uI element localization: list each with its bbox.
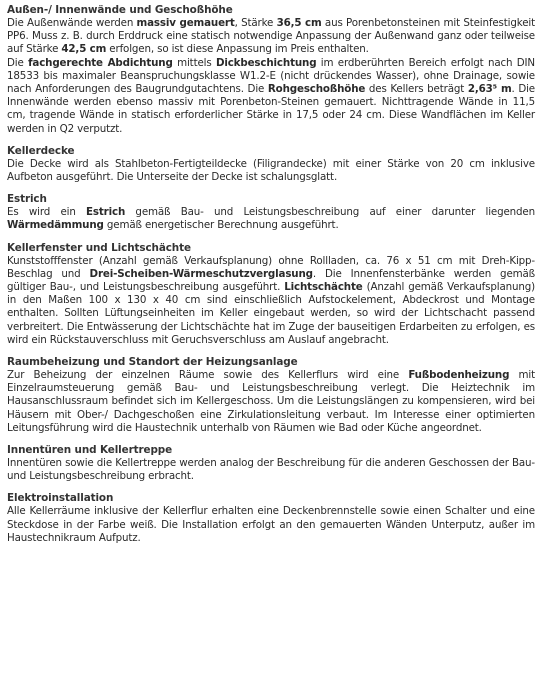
body-text: gemäß energetischer Berechnung ausgeführt. [103, 219, 339, 232]
section [7, 242, 535, 347]
body-text: Es wird ein [7, 206, 87, 219]
emphasis-text: fachgerechte Abdichtung [28, 56, 173, 69]
emphasis-text: Drei-Scheiben-Wärmeschutzverglasung [89, 267, 313, 280]
body-paragraph [7, 57, 535, 136]
emphasis-text: Rohgeschoßhöhe [267, 83, 366, 96]
body-text: Innentüren sowie die Kellertreppe werden analog der Beschreibung für die anderen Geschossen der Bau- und Leistungsbeschreibung erbracht. [7, 457, 535, 483]
emphasis-text: Wärmedämmung [7, 219, 104, 232]
emphasis-text: 42,5 cm [61, 43, 107, 56]
section [7, 145, 535, 184]
section [7, 4, 535, 136]
body-paragraph [7, 158, 535, 184]
body-text: aus Porenbetonsteinen mit Steinfestigkeit PP6. Muss z. B. durch Erddruck eine statisch notwendige Anpassung der Außenwand ganz oder teilweise auf Stärke [7, 17, 535, 56]
body-text: im erdberührten Bereich erfolgt nach DIN 18533 bis maximaler Beanspruchungsklasse W1.2-E (nicht drückendes Wasser), ohne Drainage, sowie nach Anforderungen des Baugrundgutachtens. Die [7, 56, 535, 96]
section-heading: Elektroinstallation [7, 492, 114, 505]
section-heading: Kellerfenster und Lichtschächte [7, 241, 191, 254]
body-text: des Kellers beträgt [365, 83, 468, 96]
section-heading: Außen-/ Innenwände und Geschoßhöhe [7, 4, 233, 16]
section [7, 492, 535, 545]
body-paragraph [7, 206, 535, 232]
body-paragraph [7, 255, 535, 347]
section-heading: Innentüren und Kellertreppe [7, 444, 173, 457]
body-text: erfolgen, so ist diese Anpassung im Preis enthalten. [106, 43, 369, 56]
section-heading: Estrich [7, 193, 47, 206]
emphasis-text: 2,63⁵ m [467, 83, 512, 96]
body-paragraph [7, 457, 535, 483]
body-paragraph [7, 505, 535, 545]
emphasis-text: Lichtschächte [284, 281, 363, 294]
emphasis-text: Dickbeschichtung [215, 56, 317, 69]
section [7, 444, 535, 483]
body-text: . Die Innenwände werden ebenso massiv mit Porenbeton-Steinen gemauert. Nichttragende Wände in 11,5 cm, tragende Wände in statisch erforderlicher Stärke in 17,5 oder 24 cm. Diese Wandflächen im Keller werden in Q2 verputzt. [7, 83, 535, 135]
emphasis-text: massiv gemauert [136, 17, 235, 29]
body-text: mit Einzelraumsteuerung gemäß Bau- und Leistungsbeschreibung verlegt. Die Heiztechnik im Hausanschlussraum befindet sich im Kellergeschoss. Um die Leistungslängen zu kompensieren, wird bei Häusern mit Ober-/ Dachgeschoßen eine Zirkulationsleitung verbaut. Im Interesse einer optimierten Leitungsführung wird die Haustechnik unterhalb von Räumen wie Bad oder Küche angeordnet. [7, 369, 535, 434]
emphasis-text: 36,5 cm [276, 17, 322, 29]
body-text: . Die Innenfensterbänke werden gemäß gültiger Bau-, und Leistungsbeschreibung ausgeführt. [7, 267, 535, 294]
body-paragraph [7, 369, 535, 435]
body-text: gemäß Bau- und Leistungsbeschreibung auf einer darunter liegenden [125, 206, 535, 219]
body-text: Die Außenwände werden [7, 17, 137, 29]
body-paragraph [7, 17, 535, 57]
section-heading: Raumbeheizung und Standort der Heizungsanlage [7, 356, 298, 369]
section-heading: Kellerdecke [7, 144, 75, 157]
section [7, 356, 535, 435]
body-text: Kunststofffenster (Anzahl gemäß Verkaufsplanung) ohne Rollladen, ca. 76 x 51 cm mit Dreh-Kipp-Beschlag und [7, 254, 535, 280]
body-text: (Anzahl gemäß Verkaufsplanung) in den Maßen 100 x 130 x 40 cm sind einschließlich Aufstockelement, Abdeckrost und Montage enthalten. Sollten Lüftungseinheiten im Keller eingebaut werden, so wird der Lichtschacht passend verbreitert. Die Entwässerung der Lichtschächte hat im Zuge der bauseitigen Erdarbeiten zu erfolgen, es wird ein Rückstauverschluss mit Geruchsverschluss am Auslauf angebracht. [7, 281, 535, 346]
emphasis-text: Fußbodenheizung [408, 369, 510, 382]
body-text: Zur Beheizung der einzelnen Räume sowie des Kellerflurs wird eine [7, 369, 409, 382]
body-text: Die Decke wird als Stahlbeton-Fertigteildecke (Filigrandecke) mit einer Stärke von 20 cm inklusive Aufbeton ausgeführt. Die Unterseite der Decke ist schalungsglatt. [7, 157, 535, 184]
body-text: mittels [172, 56, 216, 69]
emphasis-text: Estrich [86, 206, 126, 219]
body-text: Die [7, 56, 29, 69]
body-text: Alle Kellerräume inklusive der Kellerflur erhalten eine Deckenbrennstelle sowie einen Schalter und eine Steckdose in der Farbe weiß. Die Installation erfolgt an den gemauerten Wänden Unterputz, außer im Haustechnikraum Aufputz. [7, 505, 535, 544]
body-text: , Stärke [234, 17, 277, 29]
section [7, 193, 535, 232]
